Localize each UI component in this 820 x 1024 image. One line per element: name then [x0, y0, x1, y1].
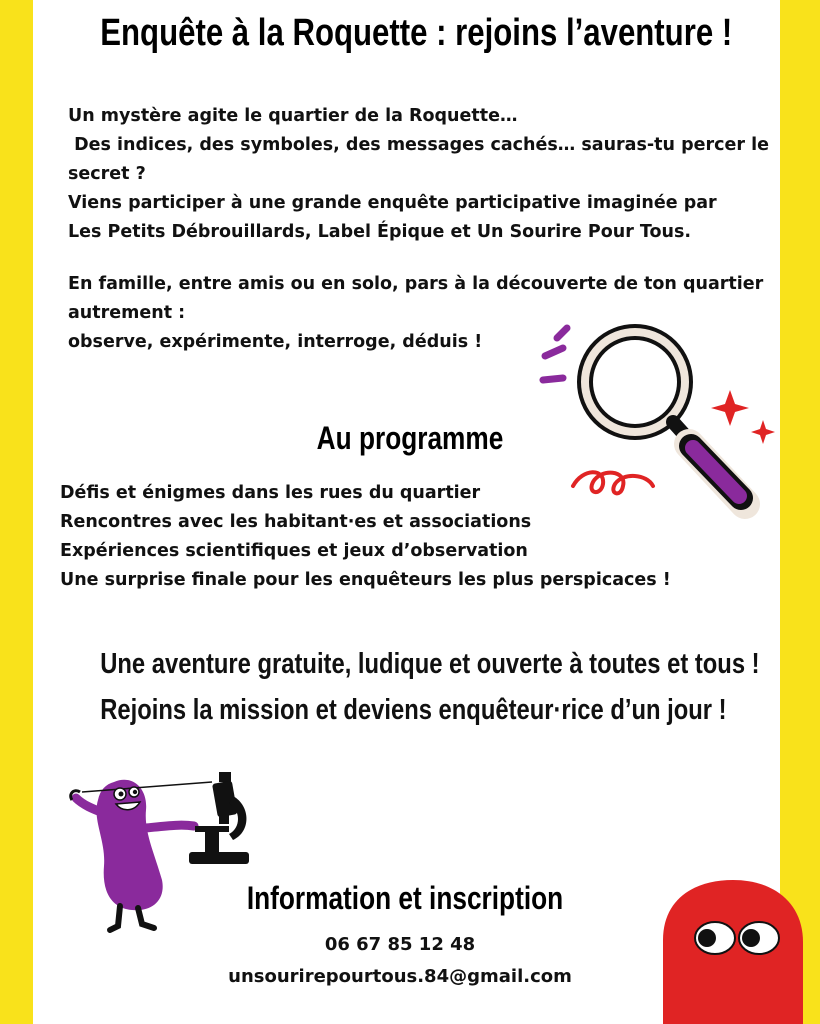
programme-heading: Au programme: [316, 420, 504, 456]
right-yellow-border: [780, 0, 820, 1024]
email-address[interactable]: unsourirepourtous.84@gmail.com: [228, 966, 572, 987]
programme-item: Défis et énigmes dans les rues du quartier: [60, 483, 481, 503]
contact-heading: Information et inscription: [246, 880, 564, 916]
left-yellow-border: [0, 0, 33, 1024]
programme-list: [60, 479, 671, 595]
programme-item: Expériences scientifiques et jeux d’observation: [60, 541, 528, 561]
intro-line: secret ?: [68, 164, 146, 184]
callout-line-2: Rejoins la mission et deviens enquêteur·rice d’un jour !: [100, 694, 727, 726]
intro-line: Les Petits Débrouillards, Label Épique et Un Sourire Pour Tous.: [68, 222, 692, 242]
callout-line-1: Une aventure gratuite, ludique et ouverte à toutes et tous !: [100, 648, 760, 680]
phone-number[interactable]: 06 67 85 12 48: [324, 934, 476, 955]
programme-item: Rencontres avec les habitant·es et associations: [60, 512, 532, 532]
intro-line: En famille, entre amis ou en solo, pars à la découverte de ton quartier: [68, 274, 764, 294]
intro-paragraph: [68, 102, 769, 247]
intro-line: Un mystère agite le quartier de la Roquette…: [68, 106, 518, 126]
intro-line: autrement :: [68, 303, 186, 323]
intro-line: Des indices, des symboles, des messages cachés… sauras-tu percer le: [68, 135, 769, 155]
red-ghost-character: [663, 880, 808, 1024]
microscope-icon: [185, 770, 255, 870]
intro-line: Viens participer à une grande enquête participative imaginée par: [68, 193, 717, 213]
intro-line: observe, expérimente, interroge, déduis !: [68, 332, 483, 352]
page-title: Enquête à la Roquette : rejoins l’aventure !: [100, 12, 733, 54]
programme-item: Une surprise finale pour les enquêteurs les plus perspicaces !: [60, 570, 671, 590]
